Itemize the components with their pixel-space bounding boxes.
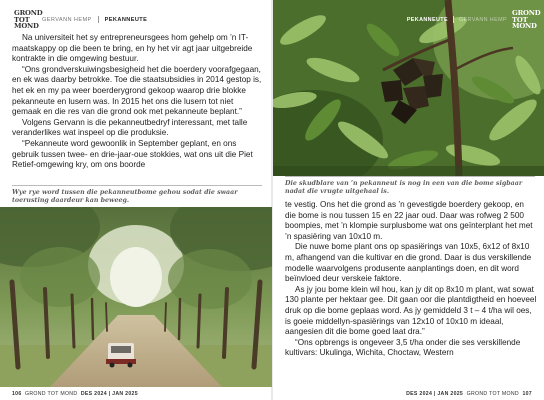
- page-number: 106: [12, 391, 22, 397]
- magazine-logo: GROND TOT MOND: [512, 9, 541, 30]
- running-head-divider: [98, 16, 99, 23]
- folio-magazine: GROND TOT MOND: [25, 391, 78, 397]
- paragraph: Volgens Gervann is die pekanneutbedryf interessant, met talle veranderlikes wat inspeel op die produksie.: [12, 117, 248, 138]
- folio-left: [12, 391, 138, 397]
- photo-caption-pecan: Die skudblare van ’n pekanneut is nog in een van die bome sigbaar nadat die vrugte uitgehaal is.: [285, 176, 535, 196]
- orchard-photo: [0, 207, 272, 387]
- paragraph: “Ons opbrengs is ongeveer 3,5 t/ha onder die ses verskillende kultivars: Ukulinga, Wichita, Choctaw, Western: [285, 337, 521, 358]
- paragraph: “Ons grondverskuiwingsbesigheid het die boerdery voorafgegaan, en ek was daarby betrokke. Toe die staatsubsidies in 2014 gestop is, het ek en my pa weer boerderygrond gekoop waarop drie blokke pekanneute en lusern was. In 2015 het ons die lusern tot niet gemaak en die res van die grond ook met pekanneute beplant.”: [12, 64, 262, 117]
- folio-magazine: GROND TOT MOND: [466, 391, 519, 397]
- running-head-left: [14, 10, 147, 30]
- page-number: 107: [522, 391, 532, 397]
- running-head-author: GERVANN HEMP: [42, 16, 92, 23]
- farm-vehicle: [106, 343, 136, 368]
- article-body-left: [12, 33, 264, 171]
- paragraph: “Pekanneute word gewoonlik in September geplant, en ons gebruik tussen twee- en drie-jaar-oue stokkies, wat ons uit die Piet Retief-omgewing kry, om ons boorde: [12, 138, 253, 170]
- paragraph: Die nuwe bome plant ons op spasiërings van 10x5, 6x12 of 8x10 m, afhangend van die kultivar en die grond. Daar is dus verskillende modelle waarvolgens produsente aanplantings doen, en dit word beïnvloed deur verskeie faktore.: [285, 242, 532, 284]
- orchard-illustration: [0, 207, 272, 387]
- running-head-section: PEKANNEUTE: [104, 16, 148, 23]
- running-head-section: PEKANNEUTE: [406, 16, 448, 23]
- folio-issue: DES 2024 | JAN 2025: [406, 391, 464, 397]
- paragraph: Na universiteit het sy entrepreneursgees hom gehelp om ’n IT-maatskappy op die been te bring, en hy het vir agt jaar uitgebreide kontrakte in die omgewing bestuur.: [12, 33, 253, 64]
- running-head-right: [406, 9, 541, 30]
- right-page: [273, 0, 544, 400]
- article-body-right: [285, 200, 537, 359]
- folio-right: [406, 391, 532, 397]
- photo-caption-orchard: Wye rye word tussen die pekanneutbome gehou sodat die swaar toerusting daardeur kan beweeg.: [12, 185, 262, 205]
- pecan-tree-photo: [273, 0, 544, 176]
- magazine-logo: GROND TOT MOND: [14, 9, 43, 30]
- running-head-divider: [453, 16, 454, 23]
- paragraph: As jy jou bome klein wil hou, kan jy dit op 8x10 m plant, wat sowat 130 plante per hektaar gee. Dit gaan oor die plantdigtheid en hoeveel druk op die bome geplaas word. As jy gemiddeld 3 t – 4 t/ha wil oes, is goeie middellyn-spasiërings van 12x10 of 10x10 m ideaal, aangesien dit die bome goed laat dra.”: [285, 284, 537, 337]
- paragraph: te vestig. Ons het die grond as ’n gevestigde boerdery gekoop, en die bome is nou tussen 15 en 22 jaar oud. Daar was rofweg 2 500 boompies, met ’n klompie surplusbome wat ons geïnterplant het met ’n spasiëring van 10x10 m.: [285, 200, 533, 241]
- folio-issue: DES 2024 | JAN 2025: [80, 391, 138, 397]
- running-head-author: GERVANN HEMP: [458, 16, 507, 23]
